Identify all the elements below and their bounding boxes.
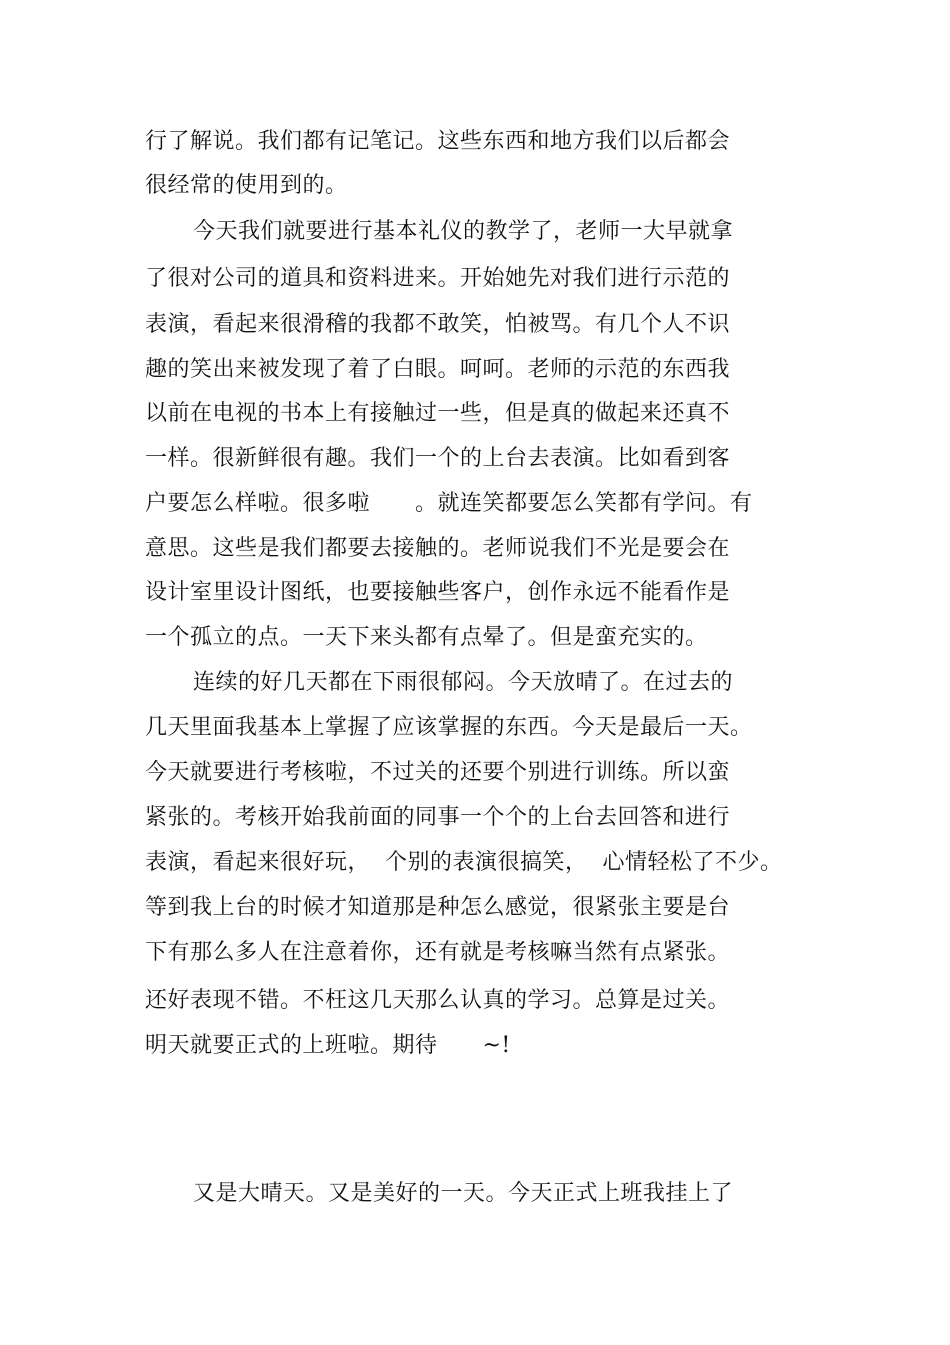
text-line-1: 行了解说。我们都有记笔记。这些东西和地方我们以后都会 <box>145 129 731 154</box>
text-line-5: 表演，看起来很滑稽的我都不敢笑，怕被骂。有几个人不识 <box>145 312 731 337</box>
text-line-14: 几天里面我基本上掌握了应该掌握的东西。今天是最后一天。 <box>145 715 753 740</box>
paragraph-start-line-22: 又是大晴天。又是美好的一天。今天正式上班我挂上了 <box>193 1181 734 1206</box>
text-line-18: 等到我上台的时候才知道那是种怎么感觉，很紧张主要是台 <box>145 895 731 920</box>
text-line-4: 了很对公司的道具和资料进来。开始她先对我们进行示范的 <box>145 266 731 291</box>
text-line-15: 今天就要进行考核啦，不过关的还要个别进行训练。所以蛮 <box>145 760 731 785</box>
text-line-9: 户要怎么样啦。很多啦 。就连笑都要怎么笑都有学问。有 <box>145 491 753 516</box>
text-line-20: 还好表现不错。不枉这几天那么认真的学习。总算是过关。 <box>145 988 731 1013</box>
text-line-16: 紧张的。考核开始我前面的同事一个个的上台去回答和进行 <box>145 805 731 830</box>
paragraph-start-line-13: 连续的好几天都在下雨很郁闷。今天放晴了。在过去的 <box>193 670 734 695</box>
text-line-17: 表演，看起来很好玩， 个别的表演很搞笑， 心情轻松了不少。 <box>145 850 783 875</box>
text-line-12: 一个孤立的点。一天下来头都有点晕了。但是蛮充实的。 <box>145 625 708 650</box>
paragraph-start-line-3: 今天我们就要进行基本礼仪的教学了，老师一大早就拿 <box>193 219 734 244</box>
text-line-21: 明天就要正式的上班啦。期待 ~! <box>145 1033 511 1058</box>
text-line-11: 设计室里设计图纸，也要接触些客户，创作永远不能看作是 <box>145 580 731 605</box>
text-line-8: 一样。很新鲜很有趣。我们一个的上台去表演。比如看到客 <box>145 446 731 471</box>
text-line-6: 趣的笑出来被发现了着了白眼。呵呵。老师的示范的东西我 <box>145 357 731 382</box>
text-line-19: 下有那么多人在注意着你，还有就是考核嘛当然有点紧张。 <box>145 940 731 965</box>
text-line-2: 很经常的使用到的。 <box>145 173 348 198</box>
text-line-7: 以前在电视的书本上有接触过一些，但是真的做起来还真不 <box>145 401 731 426</box>
text-line-10: 意思。这些是我们都要去接触的。老师说我们不光是要会在 <box>145 536 731 561</box>
